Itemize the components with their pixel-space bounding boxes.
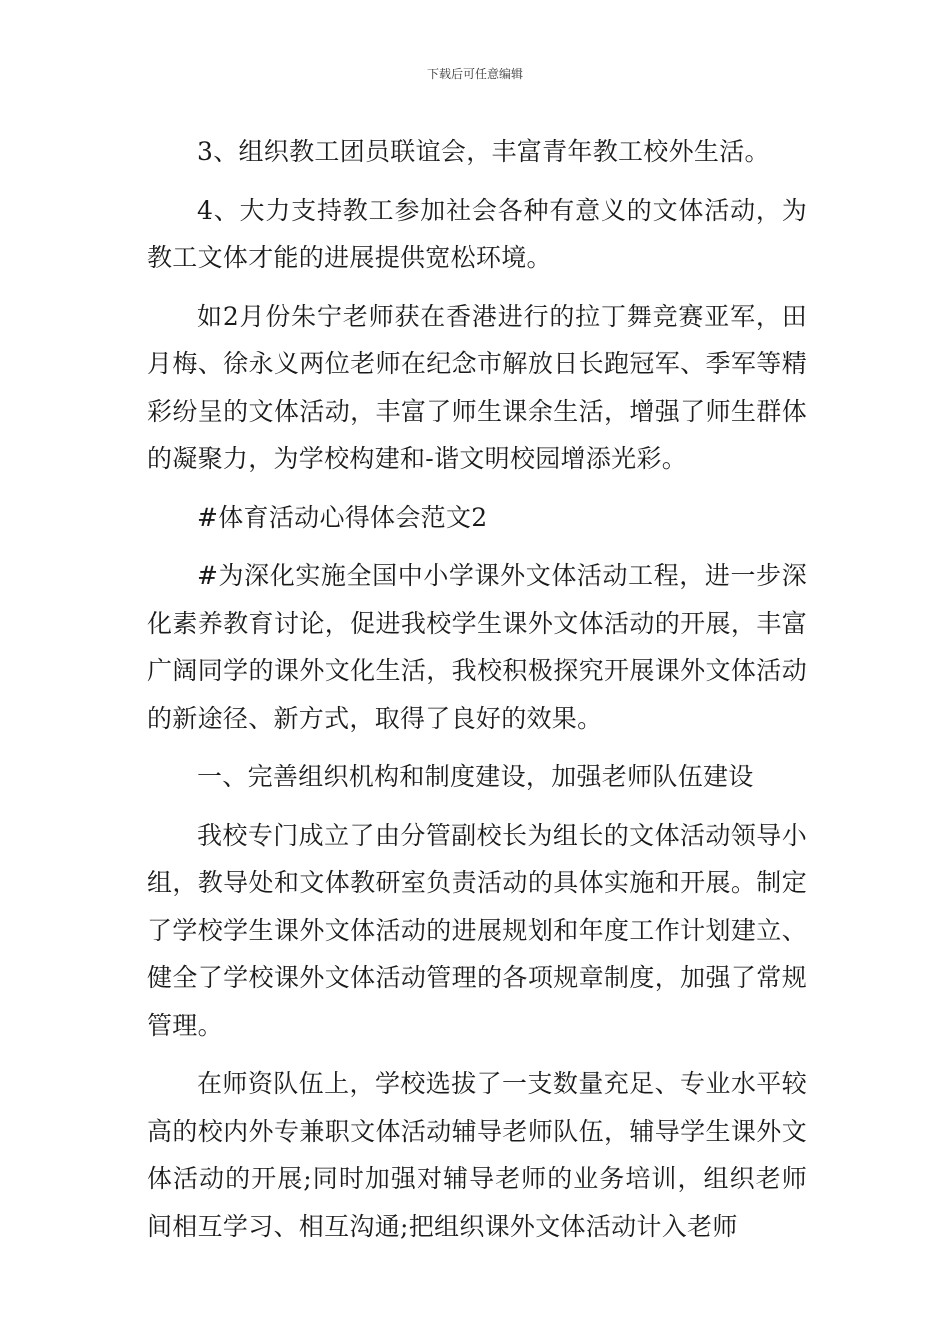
paragraph-item-4: 4、大力支持教工参加社会各种有意义的文体活动，为教工文体才能的进展提供宽松环境。 [147, 195, 807, 272]
paragraph-intro: #为深化实施全国中小学课外文体活动工程，进一步深化素养教育讨论，促进我校学生课外文体活动的开展，丰富广阔同学的课外文化生活，我校积极探究开展课外文体活动的新途径、新方式，取得了良好的效果。 [147, 561, 807, 733]
document-body [147, 128, 807, 1261]
paragraph-teachers: 在师资队伍上，学校选拔了一支数量充足、专业水平较高的校内外专兼职文体活动辅导老师队伍，辅导学生课外文体活动的开展;同时加强对辅导老师的业务培训，组织老师间相互学习、相互沟通;把组织课外文体活动计入老师 [147, 1069, 807, 1241]
section-heading: #体育活动心得体会范文2 [197, 502, 488, 532]
paragraph-example: 如2月份朱宁老师获在香港进行的拉丁舞竞赛亚军，田月梅、徐永义两位老师在纪念市解放日长跑冠军、季军等精彩纷呈的文体活动，丰富了师生课余生活，增强了师生群体的凝聚力，为学校构建和-谐文明校园增添光彩。 [147, 301, 807, 473]
paragraph-item-3: 3、组织教工团员联谊会，丰富青年教工校外生活。 [197, 137, 770, 166]
subsection-heading: 一、完善组织机构和制度建设，加强老师队伍建设 [197, 762, 754, 791]
page-header-note: 下载后可任意编辑 [426, 67, 523, 81]
paragraph-organization: 我校专门成立了由分管副校长为组长的文体活动领导小组，教导处和文体教研室负责活动的具体实施和开展。制定了学校学生课外文体活动的进展规划和年度工作计划建立、健全了学校课外文体活动管理的各项规章制度，加强了常规管理。 [147, 820, 807, 1040]
